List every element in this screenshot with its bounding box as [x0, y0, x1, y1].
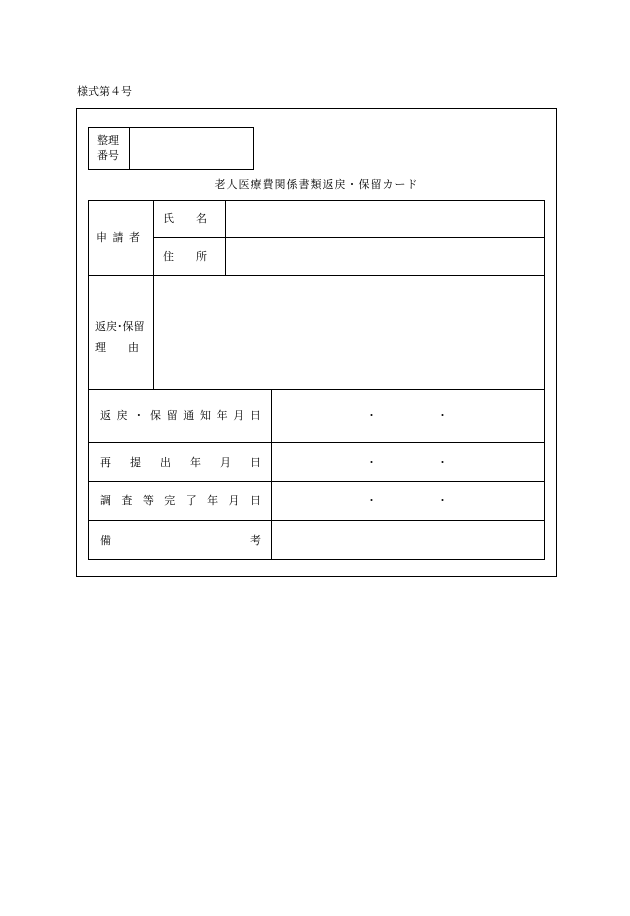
label-char: 年: [216, 409, 228, 422]
label-char: 日: [249, 494, 261, 507]
address-label: 住 所: [163, 250, 207, 263]
label-char: 留: [166, 409, 178, 422]
label-char: 査: [121, 494, 133, 507]
resubmission-date-label: [100, 456, 261, 470]
label-char: 保: [149, 409, 161, 422]
control-number-field[interactable]: [131, 128, 252, 169]
remarks-label-left: 備: [100, 534, 111, 547]
name-label: 氏 名: [163, 212, 207, 225]
label-char: 月: [228, 494, 240, 507]
label-char: 月: [220, 456, 231, 469]
label-char: 月: [233, 409, 245, 422]
investigation-date-separator-2: ・: [437, 494, 448, 507]
label-char: 再: [100, 456, 111, 469]
notice-date-separator-2: ・: [437, 409, 448, 422]
reason-label: 返戻･保留 理 由: [95, 320, 145, 354]
notice-date-label: [100, 409, 261, 423]
label-char: 等: [142, 494, 154, 507]
notice-date-separator-1: ・: [366, 409, 377, 422]
label-char: 調: [100, 494, 111, 507]
label-char: 戻: [116, 409, 128, 422]
label-char: 完: [164, 494, 176, 507]
label-char: 出: [160, 456, 171, 469]
form-title: 老人医療費関係書類返戻・保留カード: [214, 178, 419, 191]
label-char: 提: [130, 456, 141, 469]
label-char: 通: [183, 409, 195, 422]
investigation-date-label: [100, 494, 261, 508]
label-char: 年: [207, 494, 219, 507]
label-char: 年: [190, 456, 201, 469]
control-number-label: 整理 番号: [97, 134, 119, 162]
resubmission-date-separator-1: ・: [366, 456, 377, 469]
label-char: 返: [100, 409, 111, 422]
investigation-date-separator-1: ・: [366, 494, 377, 507]
label-char: 了: [185, 494, 197, 507]
address-field[interactable]: [227, 239, 543, 274]
form-number: 様式第４号: [77, 85, 132, 98]
label-char: 日: [249, 409, 261, 422]
label-char: 日: [250, 456, 261, 469]
applicant-label: 申 請 者: [96, 231, 141, 244]
label-char: ・: [133, 409, 145, 422]
label-char: 知: [199, 409, 211, 422]
remarks-field[interactable]: [273, 522, 543, 559]
remarks-label-right: 考: [250, 534, 261, 547]
name-field[interactable]: [227, 202, 543, 236]
resubmission-date-separator-2: ・: [437, 456, 448, 469]
reason-field[interactable]: [155, 277, 543, 388]
